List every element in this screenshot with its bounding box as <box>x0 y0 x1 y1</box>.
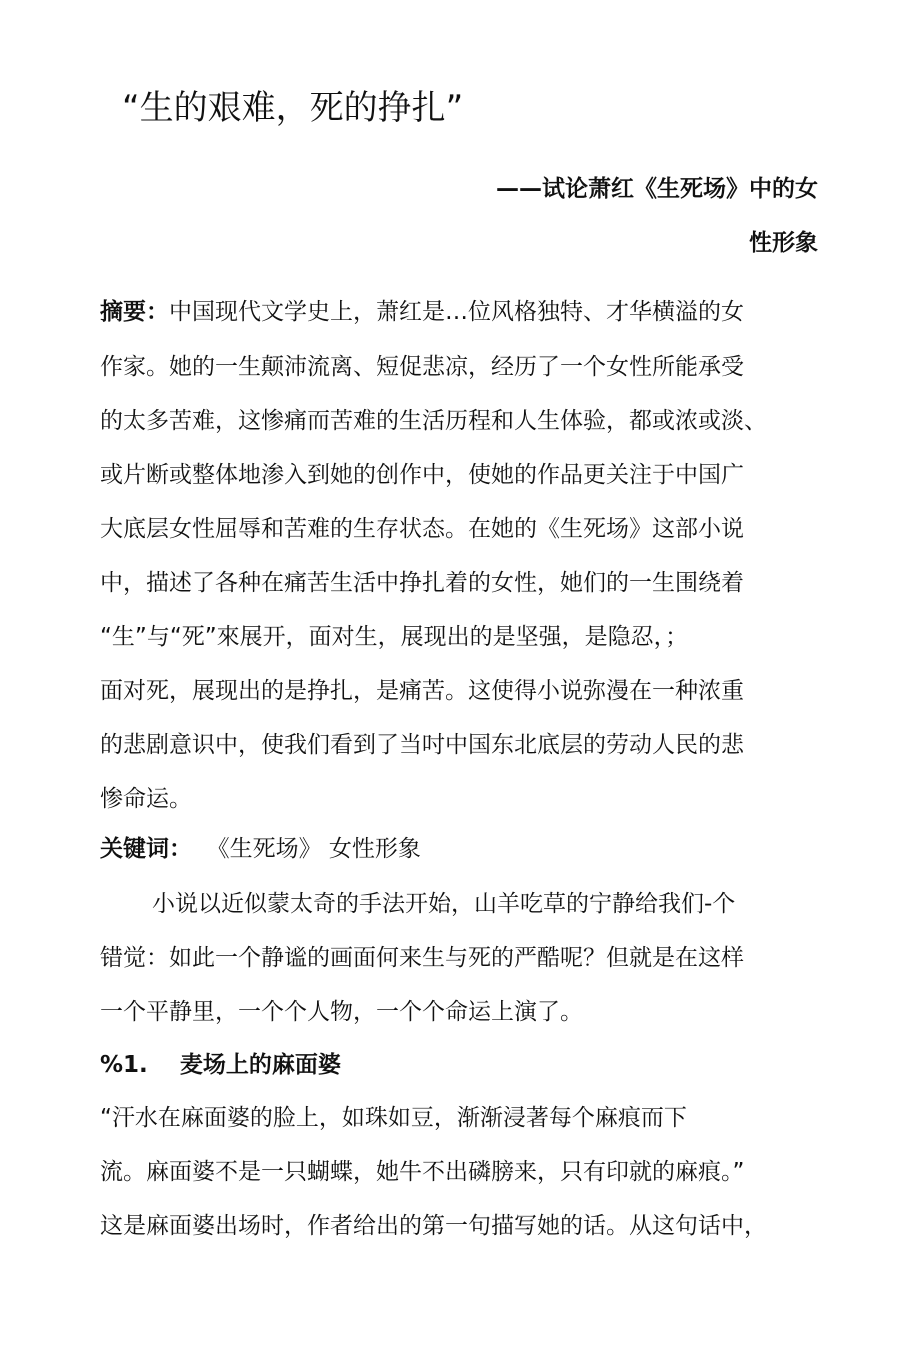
subtitle-line-2: 性形象 <box>749 230 818 256</box>
section-number: %1. <box>100 1052 148 1078</box>
abstract-text-line: “生”与“死”來展开，面对生，展现出的是坚强，是隐忍，； <box>100 624 689 650</box>
abstract-first-line <box>100 296 744 328</box>
abstract-text-line: 大底层女性屈辱和苦难的生存状态。在她的《生死场》这部小说 <box>100 516 744 542</box>
section-title: 麦场上的麻面婆 <box>179 1052 341 1078</box>
document-title: “生的艰难，死的挣扎” <box>122 88 464 128</box>
body-text-line: 流。麻面婆不是一只蝴蝶，她牛不出磷膀来，只有印就的麻痕。” <box>100 1159 745 1185</box>
keywords-line <box>100 833 421 865</box>
section-heading <box>100 1049 341 1081</box>
subtitle-line-1: ——试论萧红《生死场》中的女 <box>496 176 818 202</box>
abstract-text-line: 作家。她的一生颠沛流离、短促悲凉，经历了一个女性所能承受 <box>100 354 744 380</box>
keywords-value: 《生死场》 女性形象 <box>206 836 421 862</box>
abstract-text-line: 中，描述了各种在痛苦生活中挣扎着的女性，她们的一生围绕着 <box>100 570 744 596</box>
abstract-text-line: 的悲剧意识中，使我们看到了当吋中国东北底层的劳动人民的悲 <box>100 732 744 758</box>
abstract-text-line: 中国现代文学史上，萧红是…位风格独特、才华横溢的女 <box>169 299 744 325</box>
intro-text-line: 错觉：如此一个静谧的画面何来生与死的严酷呢？但就是在这样 <box>100 945 744 971</box>
abstract-text-line: 惨命运。 <box>100 786 192 812</box>
intro-text-line: 小说以近似蒙太奇的手法开始，山羊吃草的宁静给我们-个 <box>152 891 736 917</box>
abstract-text-line: 或片断或整体地渗入到她的创作中，使她的作品更关注于中国广 <box>100 462 744 488</box>
keywords-label: 关键词： <box>100 836 192 862</box>
intro-text-line: 一个平静里，一个个人物，一个个命运上演了。 <box>100 999 583 1025</box>
abstract-text-line: 的太多苦难，这惨痛而苦难的生活历程和人生体验，都或浓或淡、 <box>100 408 767 434</box>
abstract-text-line: 面对死，展现出的是挣扎，是痛苦。这使得小说弥漫在一种浓重 <box>100 678 744 704</box>
body-text-line: 这是麻面婆出场时，作者给出的第一句描写她的话。从这句话中， <box>100 1213 767 1239</box>
body-text-line: “汗水在麻面婆的脸上，如珠如豆，渐渐浸著每个麻痕而下 <box>100 1105 687 1131</box>
abstract-label: 摘要： <box>100 299 169 325</box>
